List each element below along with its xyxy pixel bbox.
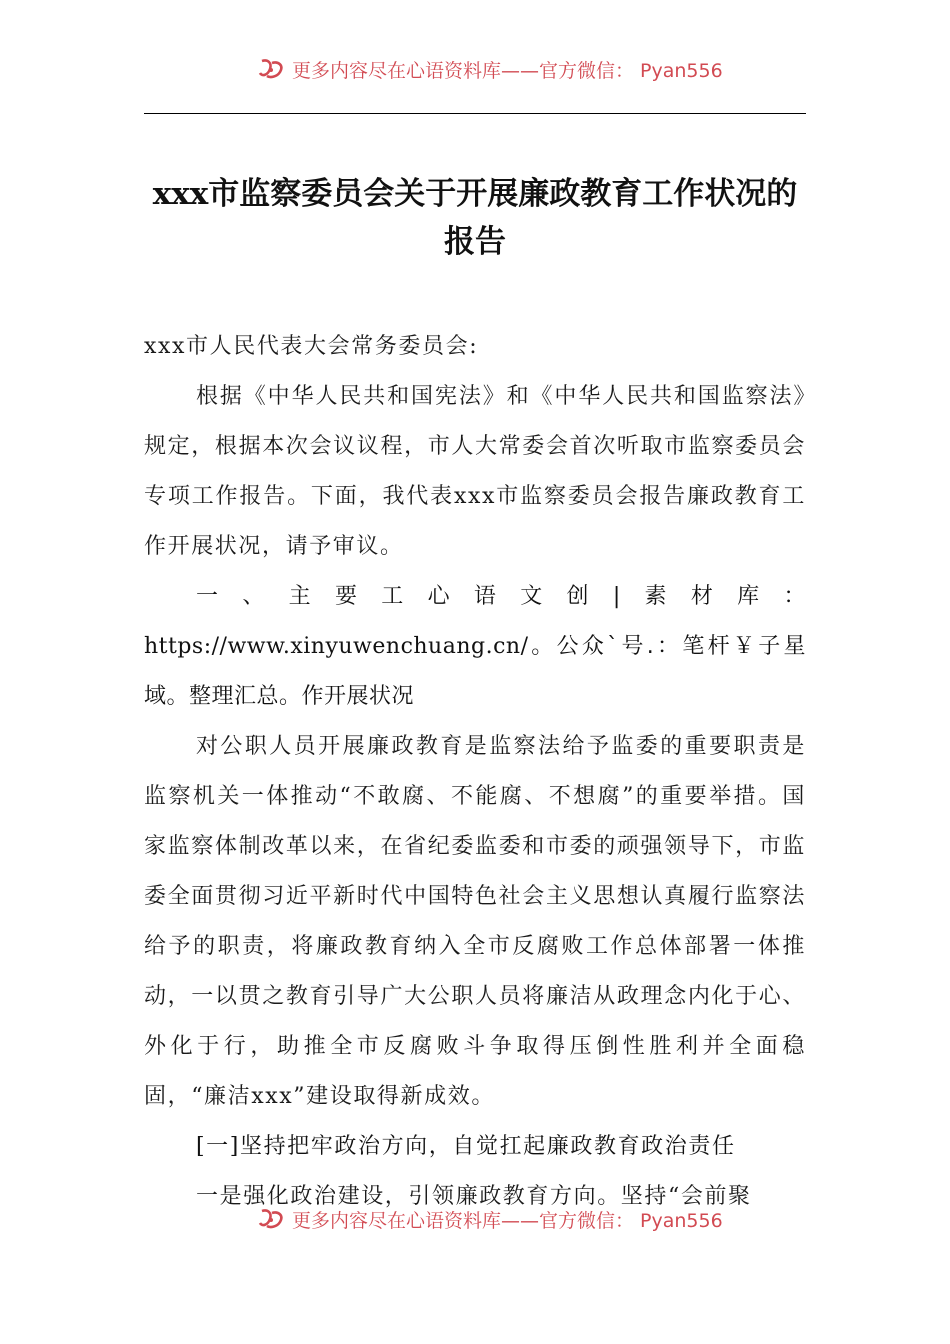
watermark-banner-top <box>258 56 723 82</box>
watermark-text-top: 更多内容尽在心语资料库——官方微信： Pyan556 <box>292 59 723 82</box>
watermark-text-bottom: 更多内容尽在心语资料库——官方微信： Pyan556 <box>292 1209 723 1232</box>
section-heading-1-part-a: 一、主要工心语文创|素材库： <box>196 584 806 609</box>
document-title: xxx市监察委员会关于开展廉政教育工作状况的报告 <box>152 176 798 260</box>
section-heading-1 <box>144 572 806 722</box>
document-body <box>144 322 806 1222</box>
section-1-paragraph: 对公职人员开展廉政教育是监察法给予监委的重要职责是监察机关一体推动“不敢腐、不能腐、不想腐”的重要举措。国家监察体制改革以来，在省纪委监委和市委的顽强领导下，市监委全面贯彻习近平新时代中国特色社会主义思想认真履行监察法给予的职责，将廉政教育纳入全市反腐败工作总体部署一体推动，一以贯之教育引导广大公职人员将廉洁从政理念内化于心、外化于行，助推全市反腐败斗争取得压倒性胜利并全面稳固，“廉洁xxx”建设取得新成效。 <box>144 734 806 1109</box>
section-heading-1-url: https://www.xinyuwenchuang.cn/ <box>144 634 529 659</box>
brand-logo-icon <box>258 57 286 81</box>
section-heading-1-part-b: 。公众`号.：笔杆￥子星域。整理汇总。作开展状况 <box>144 634 806 709</box>
intro-paragraph: 根据《中华人民共和国宪法》和《中华人民共和国监察法》规定，根据本次会议议程，市人大常委会首次听取市监察委员会专项工作报告。下面，我代表xxx市监察委员会报告廉政教育工作开展状况，请予审议。 <box>144 384 806 559</box>
brand-logo-icon <box>258 1207 286 1231</box>
header-divider <box>144 113 806 114</box>
subsection-1-paragraph: 一是强化政治建设，引领廉政教育方向。坚持“会前聚 <box>196 1184 752 1209</box>
salutation: xxx市人民代表大会常务委员会: <box>144 334 479 359</box>
subsection-heading-1: [一]坚持把牢政治方向，自觉扛起廉政教育政治责任 <box>196 1134 736 1159</box>
watermark-banner-bottom <box>258 1206 723 1232</box>
